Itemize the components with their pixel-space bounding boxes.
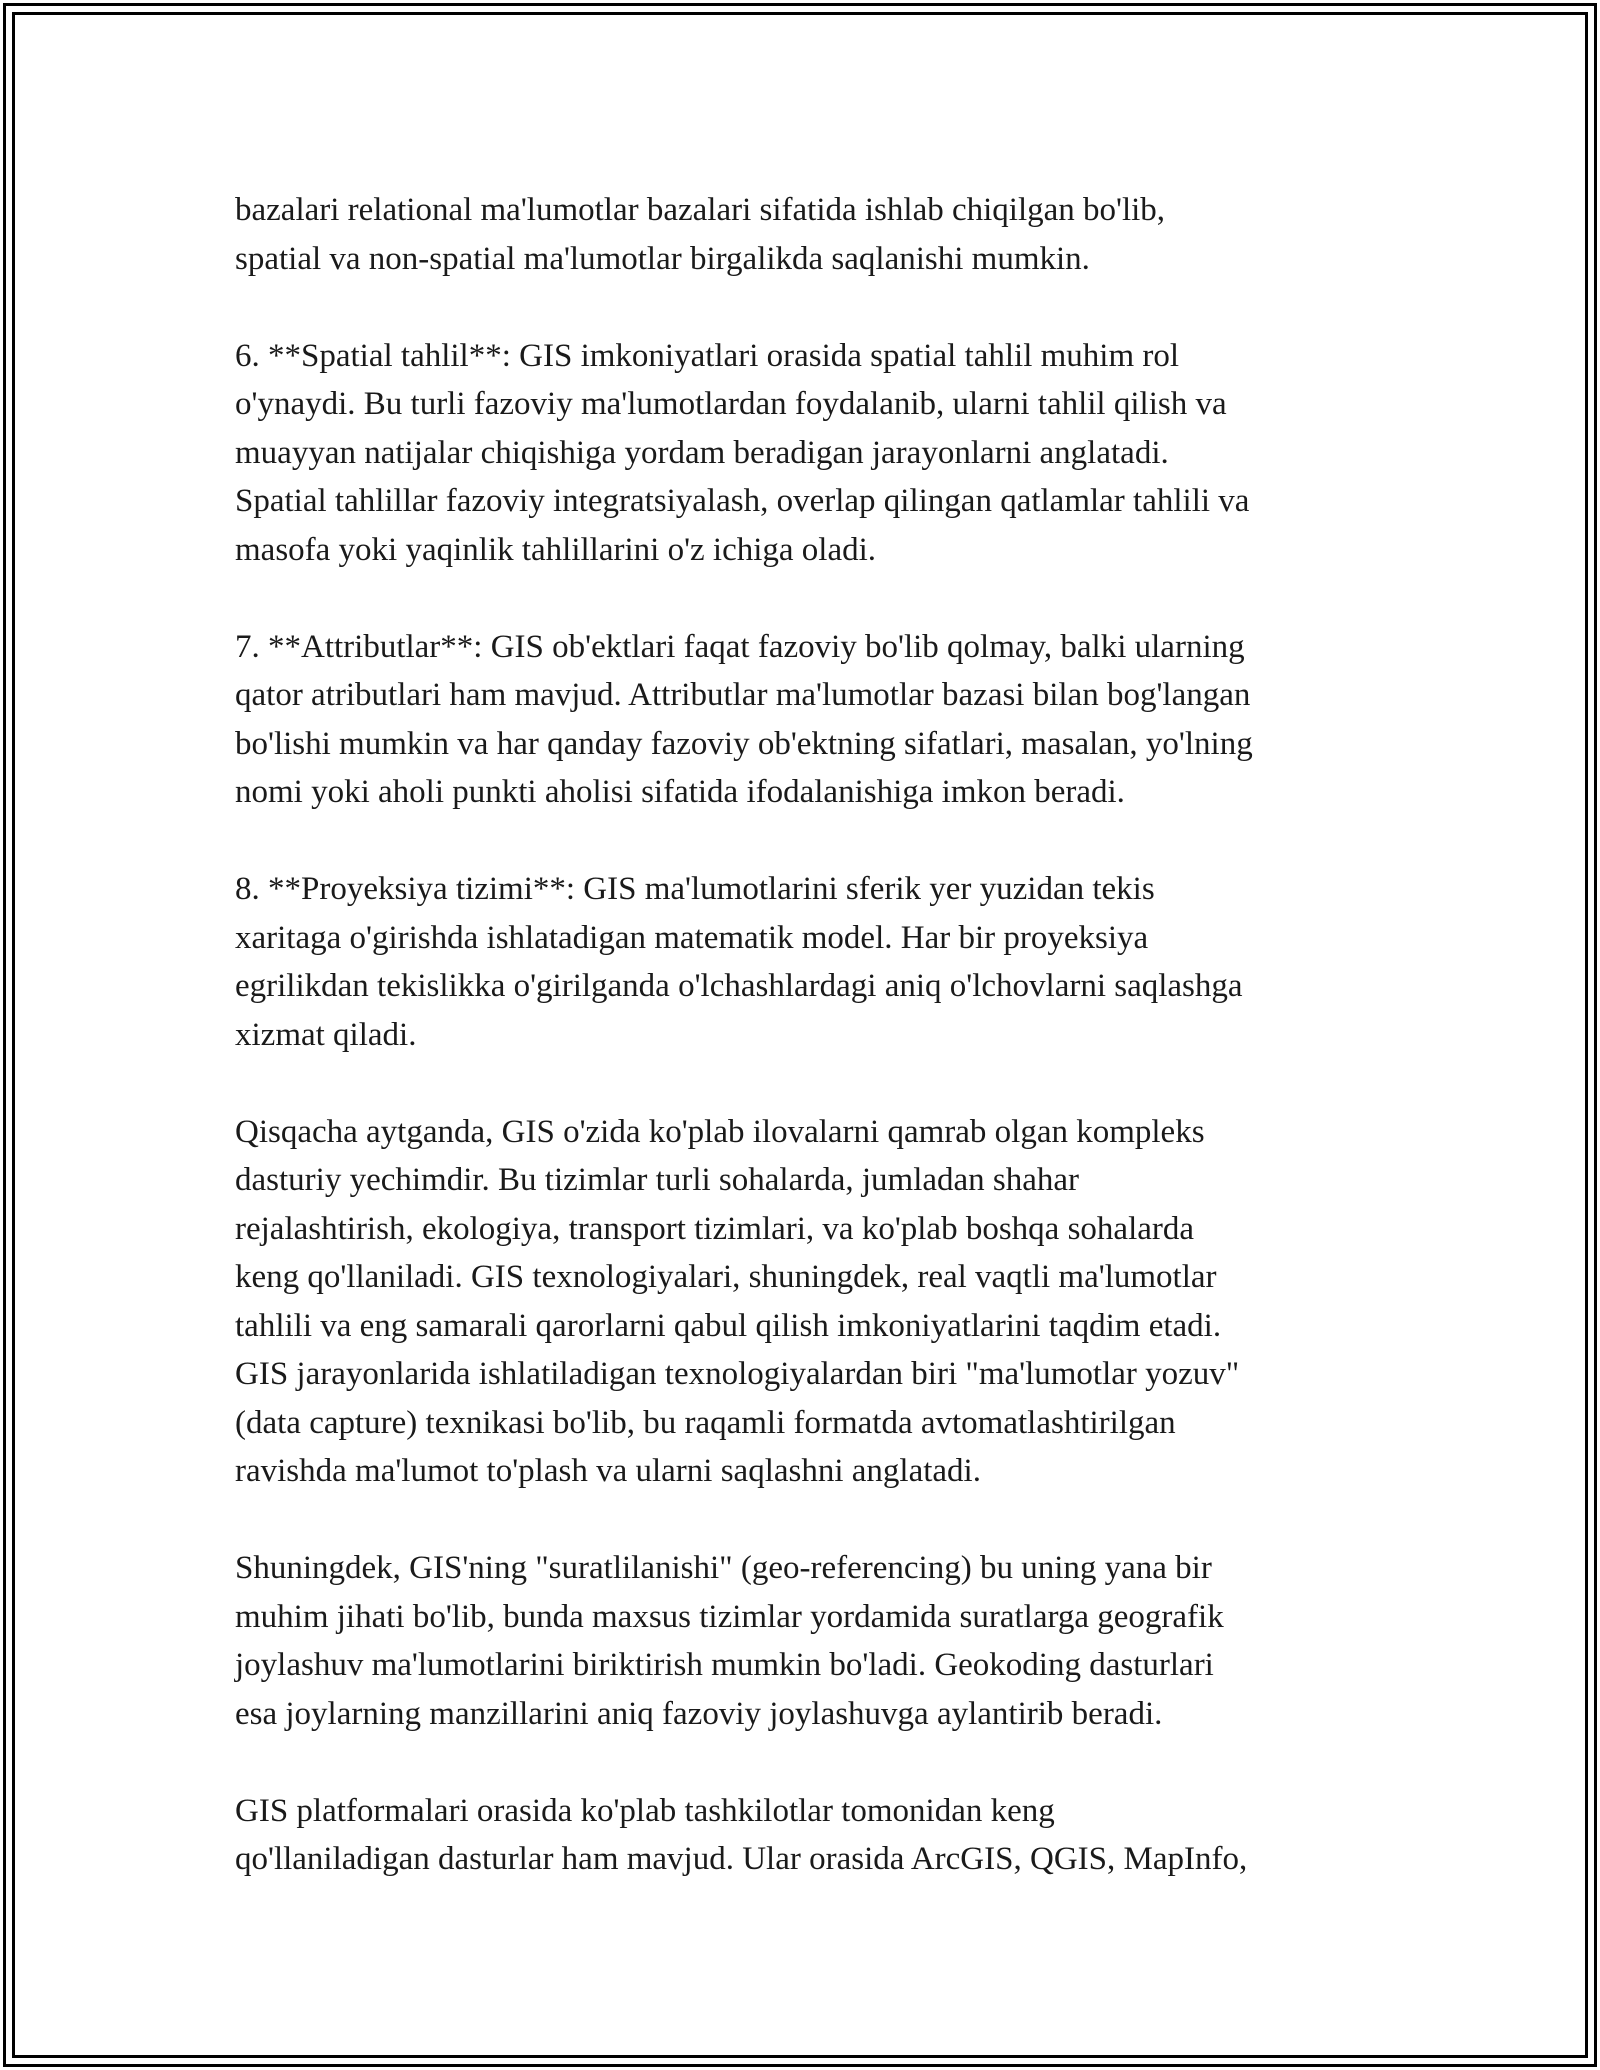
document-body bbox=[235, 186, 1385, 1932]
text-line: GIS platformalari orasida ko'plab tashkilotlar tomonidan keng bbox=[235, 1792, 1055, 1829]
text-line: bo'lishi mumkin va har qanday fazoviy ob'ektning sifatlari, masalan, yo'lning bbox=[235, 725, 1253, 762]
text-line: keng qo'llaniladi. GIS texnologiyalari, shuningdek, real vaqtli ma'lumotlar bbox=[235, 1259, 1217, 1295]
text-line: qo'llaniladigan dasturlar ham mavjud. Ular orasida ArcGIS, QGIS, MapInfo, bbox=[235, 1841, 1248, 1877]
text-line: masofa yoki yaqinlik tahlillarini o'z ichiga oladi. bbox=[235, 531, 877, 568]
text-line: Shuningdek, GIS'ning "suratlilanishi" (geo-referencing) bu uning yana bir bbox=[235, 1550, 1212, 1586]
text-line: muhim jihati bo'lib, bunda maxsus tizimlar yordamida suratlarga geografik bbox=[235, 1598, 1224, 1635]
text-line: Qisqacha aytganda, GIS o'zida ko'plab ilovalarni qamrab olgan kompleks bbox=[235, 1113, 1205, 1150]
text-line: dasturiy yechimdir. Bu tizimlar turli sohalarda, jumladan shahar bbox=[235, 1162, 1080, 1198]
text-line: esa joylarning manzillarini aniq fazoviy joylashuvga aylantirib beradi. bbox=[235, 1695, 1163, 1732]
paragraph-database-continuation bbox=[235, 186, 1385, 283]
paragraph-summary bbox=[235, 1108, 1385, 1496]
text-line: (data capture) texnikasi bo'lib, bu raqamli formatda avtomatlashtirilgan bbox=[235, 1404, 1176, 1441]
text-line: nomi yoki aholi punkti aholisi sifatida ifodalanishiga imkon beradi. bbox=[235, 774, 1125, 810]
text-line: 8. **Proyeksiya tizimi**: GIS ma'lumotlarini sferik yer yuzidan tekis bbox=[235, 871, 1155, 907]
text-line: joylashuv ma'lumotlarini biriktirish mumkin bo'ladi. Geokoding dasturlari bbox=[235, 1647, 1214, 1683]
text-line: ravishda ma'lumot to'plash va ularni saqlashni anglatadi. bbox=[235, 1453, 981, 1489]
paragraph-georeferencing bbox=[235, 1544, 1385, 1738]
paragraph-projection-system bbox=[235, 865, 1385, 1059]
text-line: muayyan natijalar chiqishiga yordam beradigan jarayonlarni anglatadi. bbox=[235, 434, 1169, 471]
text-line: GIS jarayonlarida ishlatiladigan texnologiyalardan biri "ma'lumotlar yozuv" bbox=[235, 1356, 1240, 1392]
text-line: rejalashtirish, ekologiya, transport tizimlari, va ko'plab boshqa sohalarda bbox=[235, 1210, 1195, 1247]
text-line: bazalari relational ma'lumotlar bazalari sifatida ishlab chiqilgan bo'lib, bbox=[235, 192, 1166, 228]
text-line: qator atributlari ham mavjud. Attributlar ma'lumotlar bazasi bilan bog'langan bbox=[235, 677, 1251, 713]
text-line: xaritaga o'girishda ishlatadigan matematik model. Har bir proyeksiya bbox=[235, 919, 1149, 956]
text-line: Spatial tahlillar fazoviy integratsiyalash, overlap qilingan qatlamlar tahlili va bbox=[235, 483, 1250, 519]
text-line: 6. **Spatial tahlil**: GIS imkoniyatlari orasida spatial tahlil muhim rol bbox=[235, 337, 1180, 374]
paragraph-spatial-analysis bbox=[235, 332, 1385, 575]
paragraph-attributes bbox=[235, 623, 1385, 817]
text-line: o'ynaydi. Bu turli fazoviy ma'lumotlardan foydalanib, ularni tahlil qilish va bbox=[235, 386, 1227, 422]
paragraph-gis-platforms bbox=[235, 1787, 1385, 1884]
text-line: spatial va non-spatial ma'lumotlar birgalikda saqlanishi mumkin. bbox=[235, 240, 1090, 277]
text-line: egrilikdan tekislikka o'girilganda o'lchashlardagi aniq o'lchovlarni saqlashga bbox=[235, 968, 1243, 1004]
text-line: xizmat qiladi. bbox=[235, 1016, 417, 1053]
text-line: 7. **Attributlar**: GIS ob'ektlari faqat fazoviy bo'lib qolmay, balki ularning bbox=[235, 628, 1245, 665]
text-line: tahlili va eng samarali qarorlarni qabul qilish imkoniyatlarini taqdim etadi. bbox=[235, 1307, 1222, 1344]
